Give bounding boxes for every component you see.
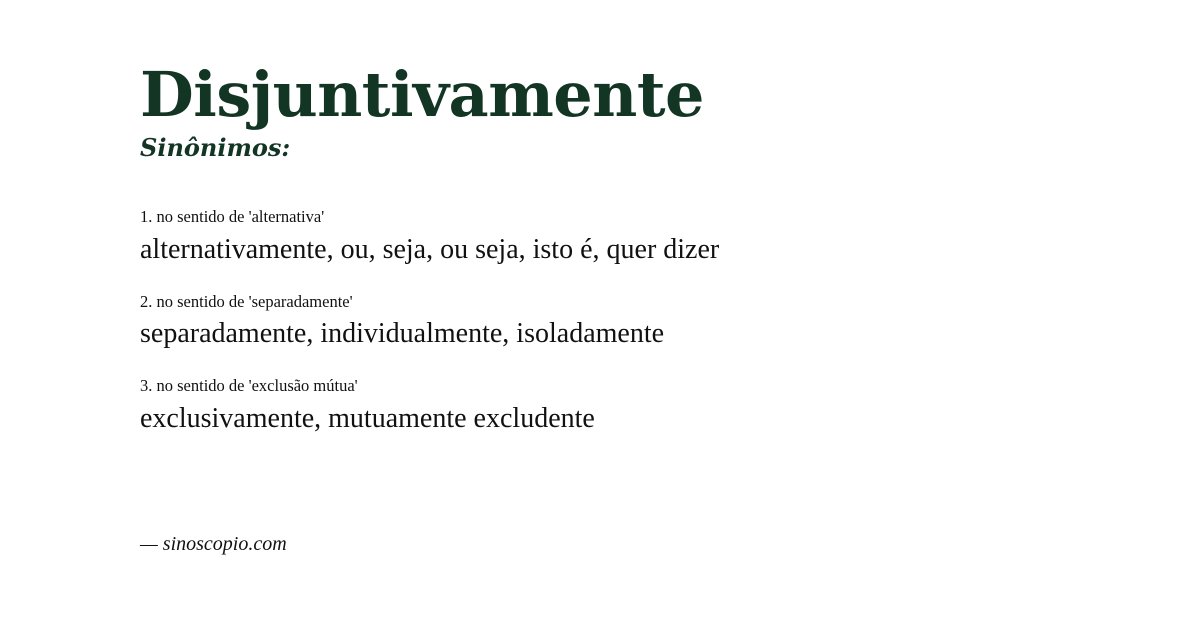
sense-label: 2. no sentido de 'separadamente' xyxy=(140,291,353,311)
source-attribution: — sinoscopio.com xyxy=(140,533,287,555)
sense-label: 1. no sentido de 'alternativa' xyxy=(140,207,325,226)
sense-label: 3. no sentido de 'exclusão mútua' xyxy=(140,376,358,396)
synonyms-subtitle: Sinônimos: xyxy=(140,133,291,162)
sense-entry xyxy=(140,205,1140,268)
sense-synonyms: separadamente, individualmente, isoladamente xyxy=(140,318,665,350)
senses-list xyxy=(140,205,1140,437)
sense-entry xyxy=(140,290,1140,353)
page-title: Disjuntivamente xyxy=(140,58,704,131)
sense-synonyms: exclusivamente, mutuamente excludente xyxy=(140,402,595,434)
sense-synonyms: alternativamente, ou, seja, ou seja, isto é, quer dizer xyxy=(140,233,720,265)
sense-entry xyxy=(140,374,1140,437)
